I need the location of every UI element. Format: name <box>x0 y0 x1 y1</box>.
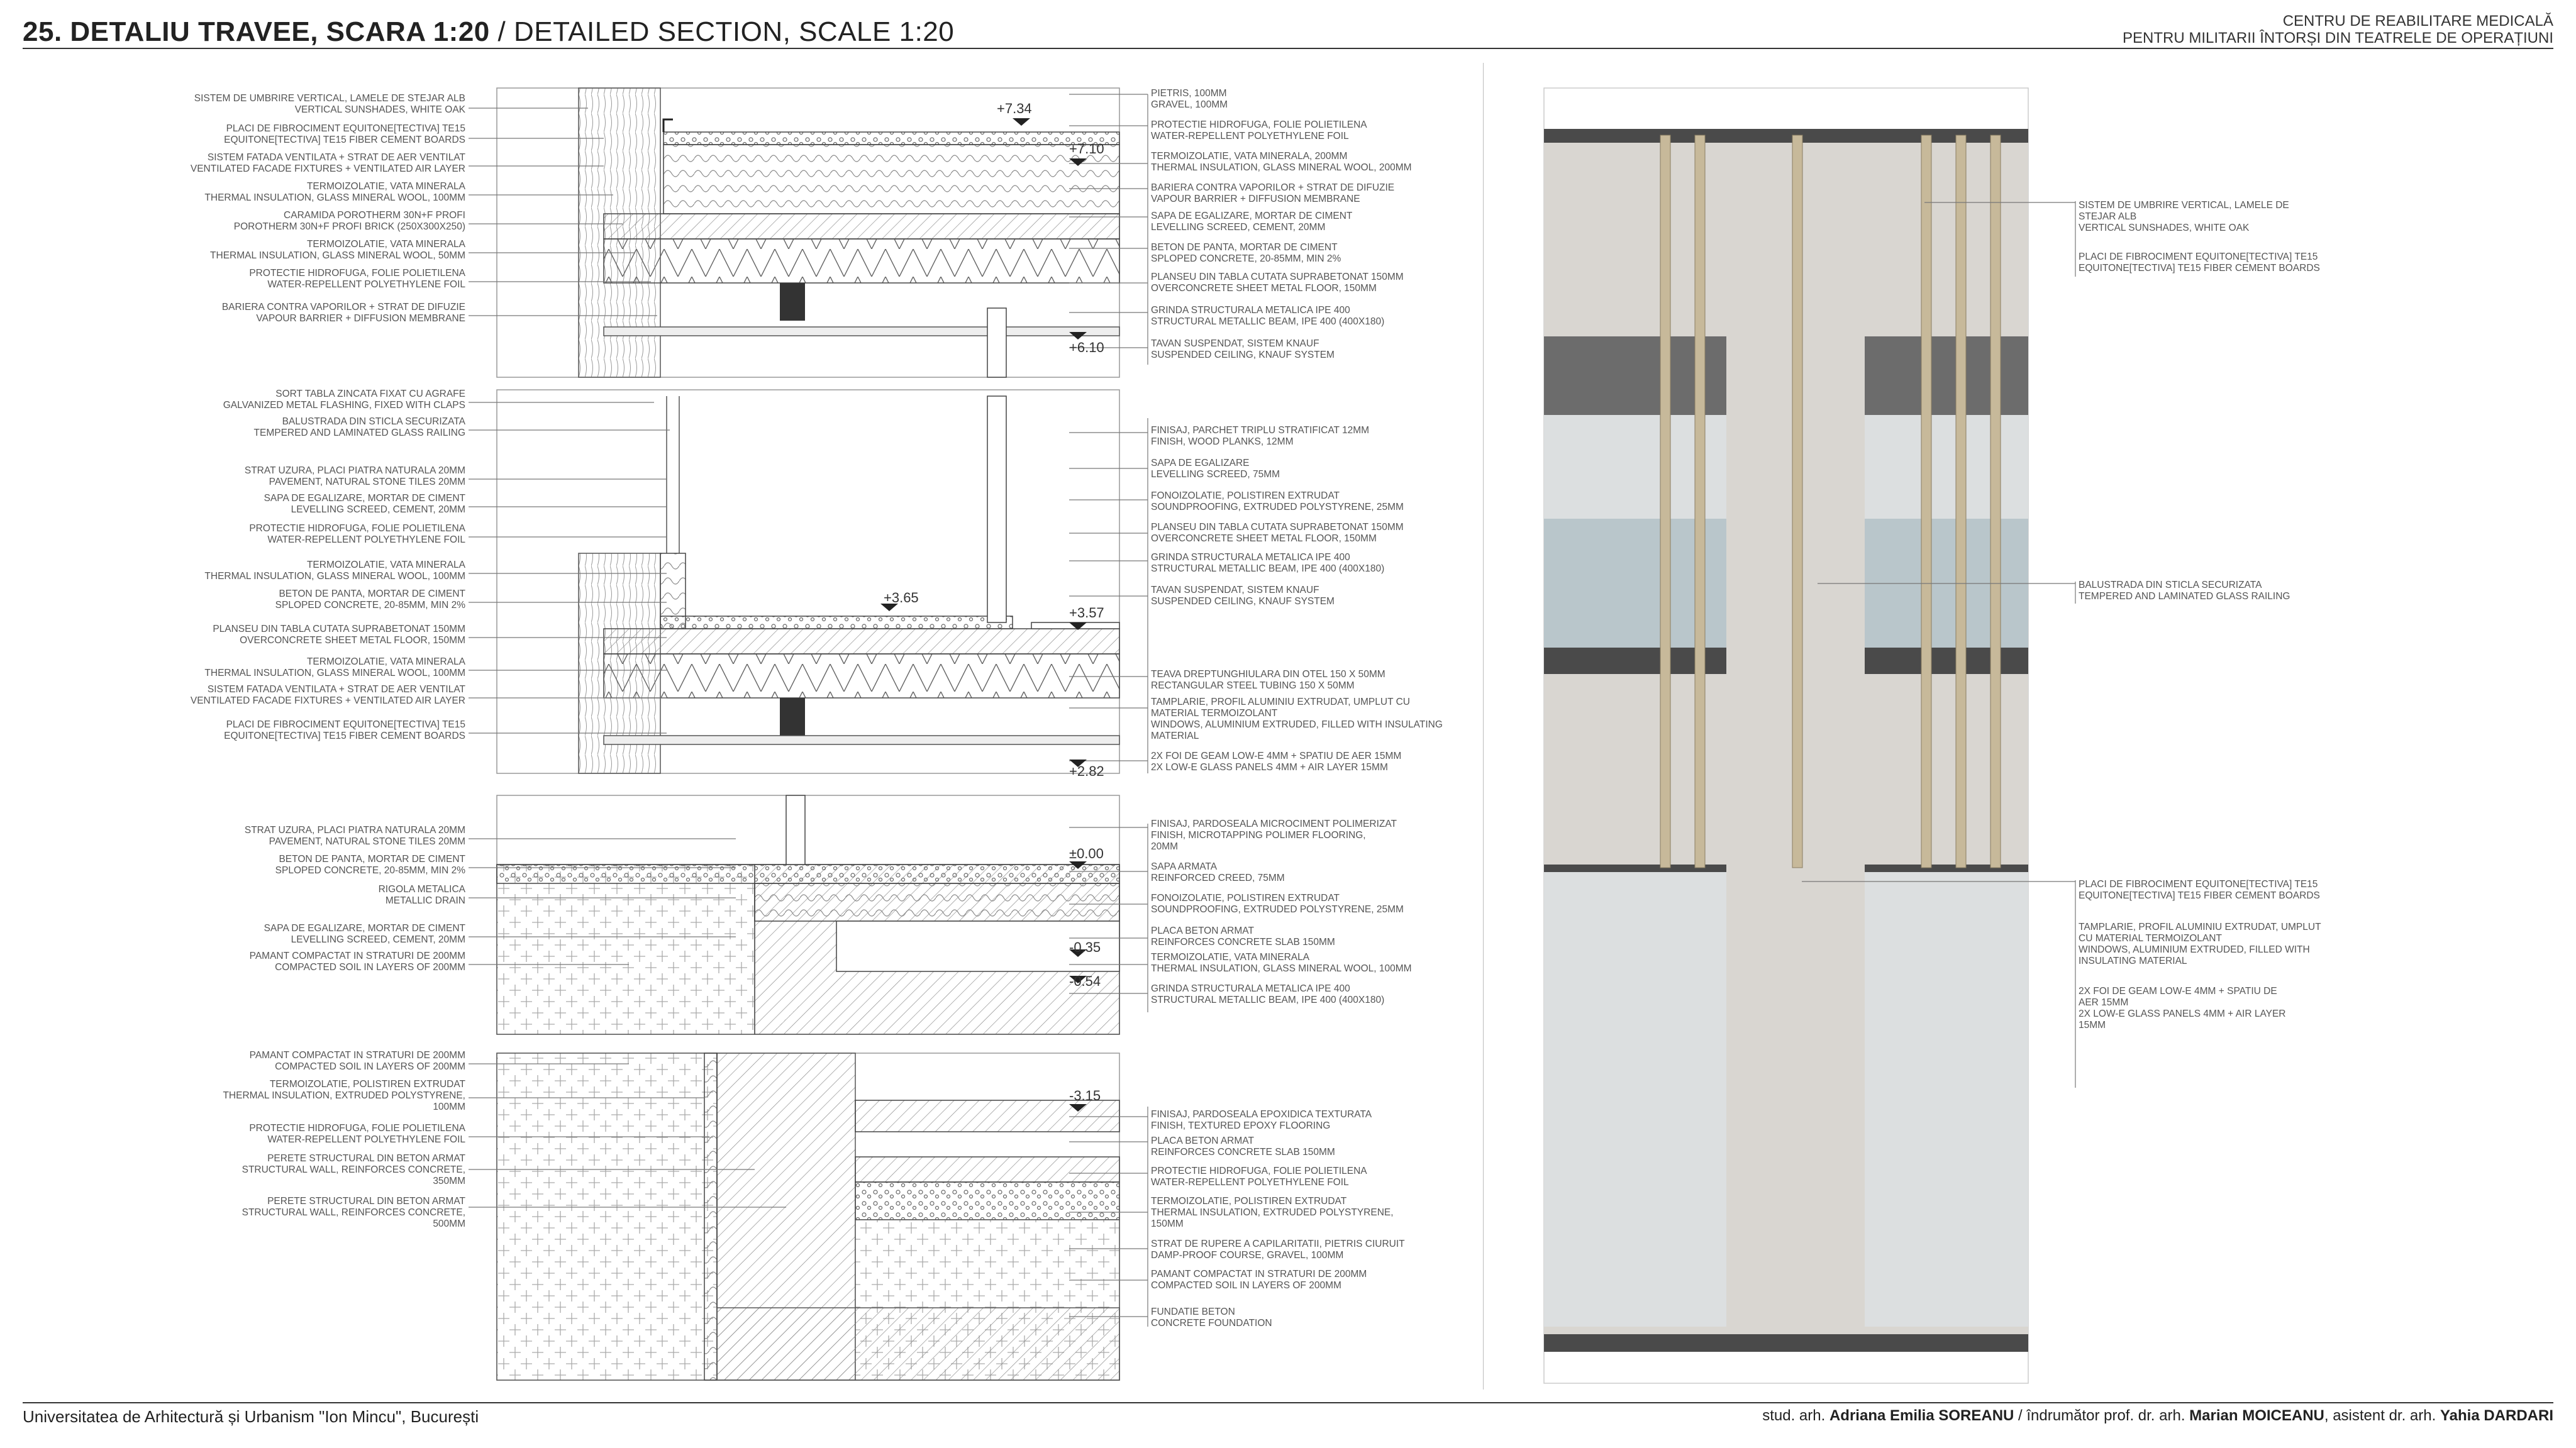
right-callout: PROTECTIE HIDROFUGA, FOLIE POLIETILENA WATER-REPELLENT POLYETHYLENE FOIL <box>1151 119 1367 141</box>
right-callout: BETON DE PANTA, MORTAR DE CIMENT SPLOPED CONCRETE, 20-85MM, MIN 2% <box>1151 242 1341 264</box>
university-name: Universitatea de Arhitectură și Urbanism "Ion Mincu", București <box>23 1407 479 1426</box>
elevation-callout: SISTEM DE UMBRIRE VERTICAL, LAMELE DE STEJAR ALB VERTICAL SUNSHADES, WHITE OAK <box>2079 200 2289 233</box>
tutor-prefix: / îndrumător prof. dr. arh. <box>2014 1407 2190 1424</box>
right-callout: SAPA DE EGALIZARE, MORTAR DE CIMENT LEVELLING SCREED, CEMENT, 20MM <box>1151 211 1353 233</box>
elevation-callout: 2X FOI DE GEAM LOW-E 4MM + SPATIU DE AER 15MM 2X LOW-E GLASS PANELS 4MM + AIR LAYER 15MM <box>2079 986 2286 1031</box>
level-0-00: ±0.00 <box>1069 846 1104 861</box>
section-ground-floor <box>497 795 1119 1034</box>
right-callout: FONOIZOLATIE, POLISTIREN EXTRUDAT SOUNDPROOFING, EXTRUDED POLYSTYRENE, 25MM <box>1151 893 1404 915</box>
elevation-callout: PLACI DE FIBROCIMENT EQUITONE[TECTIVA] TE15 EQUITONE[TECTIVA] TE15 FIBER CEMENT BOARDS <box>2079 251 2320 274</box>
right-callout: FINISAJ, PARCHET TRIPLU STRATIFICAT 12MM FINISH, WOOD PLANKS, 12MM <box>1151 425 1370 447</box>
credits <box>1762 1407 2553 1425</box>
right-callout: FUNDATIE BETON CONCRETE FOUNDATION <box>1151 1307 1272 1329</box>
facade-elevation <box>1544 88 2028 1383</box>
left-callout: PERETE STRUCTURAL DIN BETON ARMAT STRUCTURAL WALL, REINFORCES CONCRETE, 350MM <box>242 1153 465 1186</box>
right-callout: FONOIZOLATIE, POLISTIREN EXTRUDAT SOUNDPROOFING, EXTRUDED POLYSTYRENE, 25MM <box>1151 490 1404 512</box>
tutor-name: Marian MOICEANU <box>2189 1407 2324 1424</box>
right-callout: FINISAJ, PARDOSEALA MICROCIMENT POLIMERIZAT FINISH, MICROTAPPING POLIMER FLOORING, 20MM <box>1151 819 1397 852</box>
right-callout: PROTECTIE HIDROFUGA, FOLIE POLIETILENA WATER-REPELLENT POLYETHYLENE FOIL <box>1151 1166 1367 1188</box>
section-terrace <box>497 390 1119 773</box>
right-callout: GRINDA STRUCTURALA METALICA IPE 400 STRUCTURAL METALLIC BEAM, IPE 400 (400X180) <box>1151 305 1385 327</box>
right-callout: PLANSEU DIN TABLA CUTATA SUPRABETONAT 150MM OVERCONCRETE SHEET METAL FLOOR, 150MM <box>1151 522 1404 544</box>
right-callout: PLACA BETON ARMAT REINFORCES CONCRETE SLAB 150MM <box>1151 1136 1335 1158</box>
right-callout: SAPA DE EGALIZARE LEVELLING SCREED, 75MM <box>1151 458 1280 480</box>
right-callout: TAMPLARIE, PROFIL ALUMINIU EXTRUDAT, UMPLUT CU MATERIAL TERMOIZOLANT WINDOWS, ALUMINIUM EXTRUDED, FILLED WITH INSULATING MATERIAL <box>1151 697 1443 741</box>
right-callout: GRINDA STRUCTURALA METALICA IPE 400 STRUCTURAL METALLIC BEAM, IPE 400 (400X180) <box>1151 552 1385 574</box>
level-7-10: +7.10 <box>1069 141 1104 157</box>
right-callout: TERMOIZOLATIE, POLISTIREN EXTRUDAT THERMAL INSULATION, EXTRUDED POLYSTYRENE, 150MM <box>1151 1196 1394 1229</box>
level-7-34: +7.34 <box>997 101 1032 116</box>
assistant-prefix: , asistent dr. arh. <box>2324 1407 2440 1424</box>
stud-prefix: stud. arh. <box>1762 1407 1829 1424</box>
elevation-callout: PLACI DE FIBROCIMENT EQUITONE[TECTIVA] TE15 EQUITONE[TECTIVA] TE15 FIBER CEMENT BOARDS <box>2079 879 2320 901</box>
left-callout: SISTEM DE UMBRIRE VERTICAL, LAMELE DE STEJAR ALB VERTICAL SUNSHADES, WHITE OAK <box>194 93 465 115</box>
left-callout: PROTECTIE HIDROFUGA, FOLIE POLIETILENA WATER-REPELLENT POLYETHYLENE FOIL <box>249 523 465 545</box>
right-callout: GRINDA STRUCTURALA METALICA IPE 400 STRUCTURAL METALLIC BEAM, IPE 400 (400X180) <box>1151 983 1385 1005</box>
level-3-15: -3.15 <box>1069 1088 1101 1103</box>
right-callout: 2X FOI DE GEAM LOW-E 4MM + SPATIU DE AER 15MM 2X LOW-E GLASS PANELS 4MM + AIR LAYER 15MM <box>1151 751 1402 773</box>
right-callout: PIETRIS, 100MM GRAVEL, 100MM <box>1151 88 1228 110</box>
left-callout: SISTEM FATADA VENTILATA + STRAT DE AER VENTILAT VENTILATED FACADE FIXTURES + VENTILATED AIR LAYER <box>190 684 465 706</box>
left-callout: STRAT UZURA, PLACI PIATRA NATURALA 20MM PAVEMENT, NATURAL STONE TILES 20MM <box>244 465 465 487</box>
section-roof <box>497 88 1119 377</box>
right-callout: SAPA ARMATA REINFORCED CREED, 75MM <box>1151 861 1285 883</box>
right-callout: TAVAN SUSPENDAT, SISTEM KNAUF SUSPENDED CEILING, KNAUF SYSTEM <box>1151 585 1335 607</box>
section-basement <box>497 1053 1119 1380</box>
level-0-35: -0.35 <box>1069 939 1101 955</box>
left-callout: PLACI DE FIBROCIMENT EQUITONE[TECTIVA] TE15 EQUITONE[TECTIVA] TE15 FIBER CEMENT BOARDS <box>224 123 465 145</box>
right-callout: BARIERA CONTRA VAPORILOR + STRAT DE DIFUZIE VAPOUR BARRIER + DIFFUSION MEMBRANE <box>1151 182 1395 204</box>
right-callout: PLANSEU DIN TABLA CUTATA SUPRABETONAT 150MM OVERCONCRETE SHEET METAL FLOOR, 150MM <box>1151 272 1404 294</box>
left-callout: PAMANT COMPACTAT IN STRATURI DE 200MM COMPACTED SOIL IN LAYERS OF 200MM <box>249 951 465 973</box>
left-callout: TERMOIZOLATIE, VATA MINERALA THERMAL INSULATION, GLASS MINERAL WOOL, 100MM <box>204 560 465 582</box>
right-callout: TEAVA DREPTUNGHIULARA DIN OTEL 150 X 50MM RECTANGULAR STEEL TUBING 150 X 50MM <box>1151 669 1385 691</box>
left-callout: PLANSEU DIN TABLA CUTATA SUPRABETONAT 150MM OVERCONCRETE SHEET METAL FLOOR, 150MM <box>213 624 465 646</box>
left-callout: BETON DE PANTA, MORTAR DE CIMENT SPLOPED CONCRETE, 20-85MM, MIN 2% <box>275 854 465 876</box>
left-callout: PROTECTIE HIDROFUGA, FOLIE POLIETILENA WATER-REPELLENT POLYETHYLENE FOIL <box>249 1123 465 1145</box>
left-callout: PROTECTIE HIDROFUGA, FOLIE POLIETILENA WATER-REPELLENT POLYETHYLENE FOIL <box>249 268 465 290</box>
title-ro: 25. DETALIU TRAVEE, SCARA 1:20 <box>23 16 490 47</box>
level-3-65: +3.65 <box>884 590 919 605</box>
student-name: Adriana Emilia SOREANU <box>1829 1407 2014 1424</box>
right-callout: TERMOIZOLATIE, VATA MINERALA THERMAL INSULATION, GLASS MINERAL WOOL, 100MM <box>1151 952 1412 974</box>
left-callout: PLACI DE FIBROCIMENT EQUITONE[TECTIVA] TE15 EQUITONE[TECTIVA] TE15 FIBER CEMENT BOARDS <box>224 719 465 741</box>
right-callout: TERMOIZOLATIE, VATA MINERALA, 200MM THERMAL INSULATION, GLASS MINERAL WOOL, 200MM <box>1151 151 1412 173</box>
left-callout: BETON DE PANTA, MORTAR DE CIMENT SPLOPED CONCRETE, 20-85MM, MIN 2% <box>275 589 465 611</box>
left-callout: PERETE STRUCTURAL DIN BETON ARMAT STRUCTURAL WALL, REINFORCES CONCRETE, 500MM <box>242 1196 465 1229</box>
assistant-name: Yahia DARDARI <box>2440 1407 2553 1424</box>
left-callout: CARAMIDA POROTHERM 30N+F PROFI POROTHERM 30N+F PROFI BRICK (250X300X250) <box>233 210 465 232</box>
right-callout: TAVAN SUSPENDAT, SISTEM KNAUF SUSPENDED CEILING, KNAUF SYSTEM <box>1151 338 1335 360</box>
left-callout: BALUSTRADA DIN STICLA SECURIZATA TEMPERED AND LAMINATED GLASS RAILING <box>253 416 465 438</box>
left-callout: BARIERA CONTRA VAPORILOR + STRAT DE DIFUZIE VAPOUR BARRIER + DIFFUSION MEMBRANE <box>221 302 465 324</box>
left-callout: SAPA DE EGALIZARE, MORTAR DE CIMENT LEVELLING SCREED, CEMENT, 20MM <box>264 493 465 515</box>
right-callout: STRAT DE RUPERE A CAPILARITATII, PIETRIS CIURUIT DAMP-PROOF COURSE, GRAVEL, 100MM <box>1151 1239 1405 1261</box>
level-3-57: +3.57 <box>1069 605 1104 621</box>
level-0-54: -0.54 <box>1069 973 1101 989</box>
elevation-callout: BALUSTRADA DIN STICLA SECURIZATA TEMPERED AND LAMINATED GLASS RAILING <box>2079 580 2290 602</box>
right-callout: FINISAJ, PARDOSEALA EPOXIDICA TEXTURATA FINISH, TEXTURED EPOXY FLOORING <box>1151 1109 1372 1131</box>
level-2-82: +2.82 <box>1069 763 1104 779</box>
project-line-1: CENTRU DE REABILITARE MEDICALĂ <box>2282 13 2553 30</box>
left-callout: TERMOIZOLATIE, POLISTIREN EXTRUDAT THERMAL INSULATION, EXTRUDED POLYSTYRENE, 100MM <box>223 1079 465 1112</box>
left-callout: SAPA DE EGALIZARE, MORTAR DE CIMENT LEVELLING SCREED, CEMENT, 20MM <box>264 923 465 945</box>
right-callout: PAMANT COMPACTAT IN STRATURI DE 200MM COMPACTED SOIL IN LAYERS OF 200MM <box>1151 1269 1367 1291</box>
left-callout: STRAT UZURA, PLACI PIATRA NATURALA 20MM PAVEMENT, NATURAL STONE TILES 20MM <box>244 825 465 847</box>
left-callout: PAMANT COMPACTAT IN STRATURI DE 200MM COMPACTED SOIL IN LAYERS OF 200MM <box>249 1050 465 1072</box>
left-callout: SORT TABLA ZINCATA FIXAT CU AGRAFE GALVANIZED METAL FLASHING, FIXED WITH CLAPS <box>223 389 465 411</box>
left-callout: SISTEM FATADA VENTILATA + STRAT DE AER VENTILAT VENTILATED FACADE FIXTURES + VENTILATED AIR LAYER <box>190 152 465 174</box>
project-line-2: PENTRU MILITARII ÎNTORȘI DIN TEATRELE DE OPERAȚIUNI <box>2123 30 2553 47</box>
title-en: / DETAILED SECTION, SCALE 1:20 <box>489 16 955 47</box>
right-callout: PLACA BETON ARMAT REINFORCES CONCRETE SLAB 150MM <box>1151 926 1335 948</box>
elevation-callout: TAMPLARIE, PROFIL ALUMINIU EXTRUDAT, UMPLUT CU MATERIAL TERMOIZOLANT WINDOWS, ALUMINIUM EXTRUDED, FILLED WITH INSULATING MATERIAL <box>2079 922 2321 966</box>
left-callout: TERMOIZOLATIE, VATA MINERALA THERMAL INSULATION, GLASS MINERAL WOOL, 50MM <box>210 239 465 261</box>
left-callout: RIGOLA METALICA METALLIC DRAIN <box>378 884 465 906</box>
left-callout: TERMOIZOLATIE, VATA MINERALA THERMAL INSULATION, GLASS MINERAL WOOL, 100MM <box>204 181 465 203</box>
left-callout: TERMOIZOLATIE, VATA MINERALA THERMAL INSULATION, GLASS MINERAL WOOL, 100MM <box>204 656 465 678</box>
level-6-10: +6.10 <box>1069 340 1104 355</box>
